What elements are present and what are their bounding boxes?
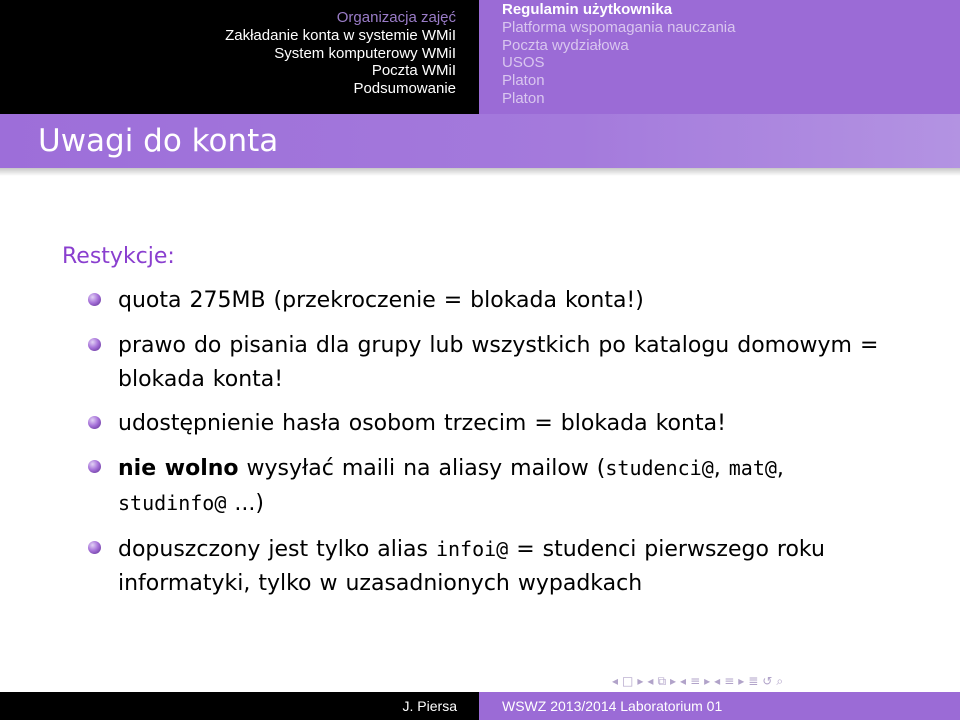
section-link[interactable]: Zakładanie konta w systemie WMiI (225, 26, 456, 44)
text-fragment: = studenci pierwszego roku informatyki, tylko w uzasadnionych wypadkach (118, 537, 825, 596)
prev-frame-icon[interactable]: ◂ (612, 674, 619, 688)
text-fragment: , (713, 456, 729, 481)
section-link[interactable]: Podsumowanie (353, 80, 456, 98)
item-text (118, 532, 898, 601)
footer-bar (0, 692, 960, 720)
prev-subsection-icon[interactable]: ◂ (647, 674, 654, 688)
item-text: quota 275MB (przekroczenie = blokada konta!) (118, 288, 644, 313)
bullet-icon (88, 416, 101, 429)
back-icon[interactable]: ↺ (762, 674, 773, 688)
footer-course: WSWZ 2013/2014 Laboratorium 01 (502, 698, 723, 714)
prev-slide-icon[interactable]: ◂ (714, 674, 721, 688)
bullet-icon (88, 293, 101, 306)
subsection-link[interactable]: Poczta wydziałowa (502, 36, 629, 54)
mail-alias: infoi@ (435, 537, 509, 561)
subsection-link[interactable]: Platon (502, 72, 545, 90)
text-fragment: , (776, 456, 784, 481)
subsection-link[interactable]: Regulamin użytkownika (502, 1, 673, 18)
text-fragment: ...) (226, 491, 264, 516)
subsection-link[interactable]: USOS (502, 54, 545, 72)
item-text: udostępnienie hasła osobom trzecim = blokada konta! (118, 411, 726, 436)
search-icon[interactable]: ⌕ (776, 673, 784, 688)
next-section-icon[interactable]: ▸ (704, 674, 711, 688)
align-icon[interactable]: ≣ (748, 674, 759, 688)
text-fragment: wysyłać maili na aliasy mailow ( (238, 456, 606, 481)
frame-icon[interactable]: □ (622, 674, 634, 688)
prev-section-icon[interactable]: ◂ (680, 674, 687, 688)
header-bar (0, 0, 960, 114)
footer-author-box (0, 692, 479, 720)
block-title: Restykcje: (62, 244, 175, 269)
bullet-icon (88, 338, 101, 351)
bullet-icon (88, 460, 101, 473)
bullet-icon (88, 541, 101, 554)
section-link[interactable]: Poczta WMiI (371, 62, 456, 80)
mail-alias: studenci@ (605, 456, 714, 480)
mail-alias: studinfo@ (118, 491, 227, 515)
next-frame-icon[interactable]: ▸ (637, 674, 644, 688)
frame-title: Uwagi do konta (38, 123, 279, 159)
subsection-nav (479, 0, 960, 114)
slide-icon[interactable]: ≡ (724, 674, 735, 688)
subsection-link[interactable]: Platon (502, 89, 545, 107)
mail-alias: mat@ (728, 456, 777, 480)
subsection-link[interactable]: Platforma wspomagania nauczania (502, 18, 736, 36)
section-icon[interactable]: ≡ (690, 674, 701, 688)
bold-phrase: nie wolno (118, 456, 239, 481)
title-shadow (0, 168, 960, 176)
frame-title-bar (0, 114, 960, 168)
footer-author: J. Piersa (402, 698, 457, 714)
section-link[interactable]: Organizacja zajęć (336, 9, 456, 26)
item-text (118, 451, 898, 521)
subsection-icon[interactable]: ⧉ (657, 673, 667, 688)
next-slide-icon[interactable]: ▸ (738, 674, 745, 688)
navigation-symbols (612, 670, 952, 692)
text-fragment: dopuszczony jest tylko alias (118, 537, 436, 562)
next-subsection-icon[interactable]: ▸ (670, 674, 677, 688)
section-link[interactable]: System komputerowy WMiI (274, 44, 456, 62)
item-text: prawo do pisania dla grupy lub wszystkich po katalogu domowym = blokada konta! (118, 333, 879, 392)
section-nav (0, 0, 479, 114)
footer-title-box (479, 692, 960, 720)
